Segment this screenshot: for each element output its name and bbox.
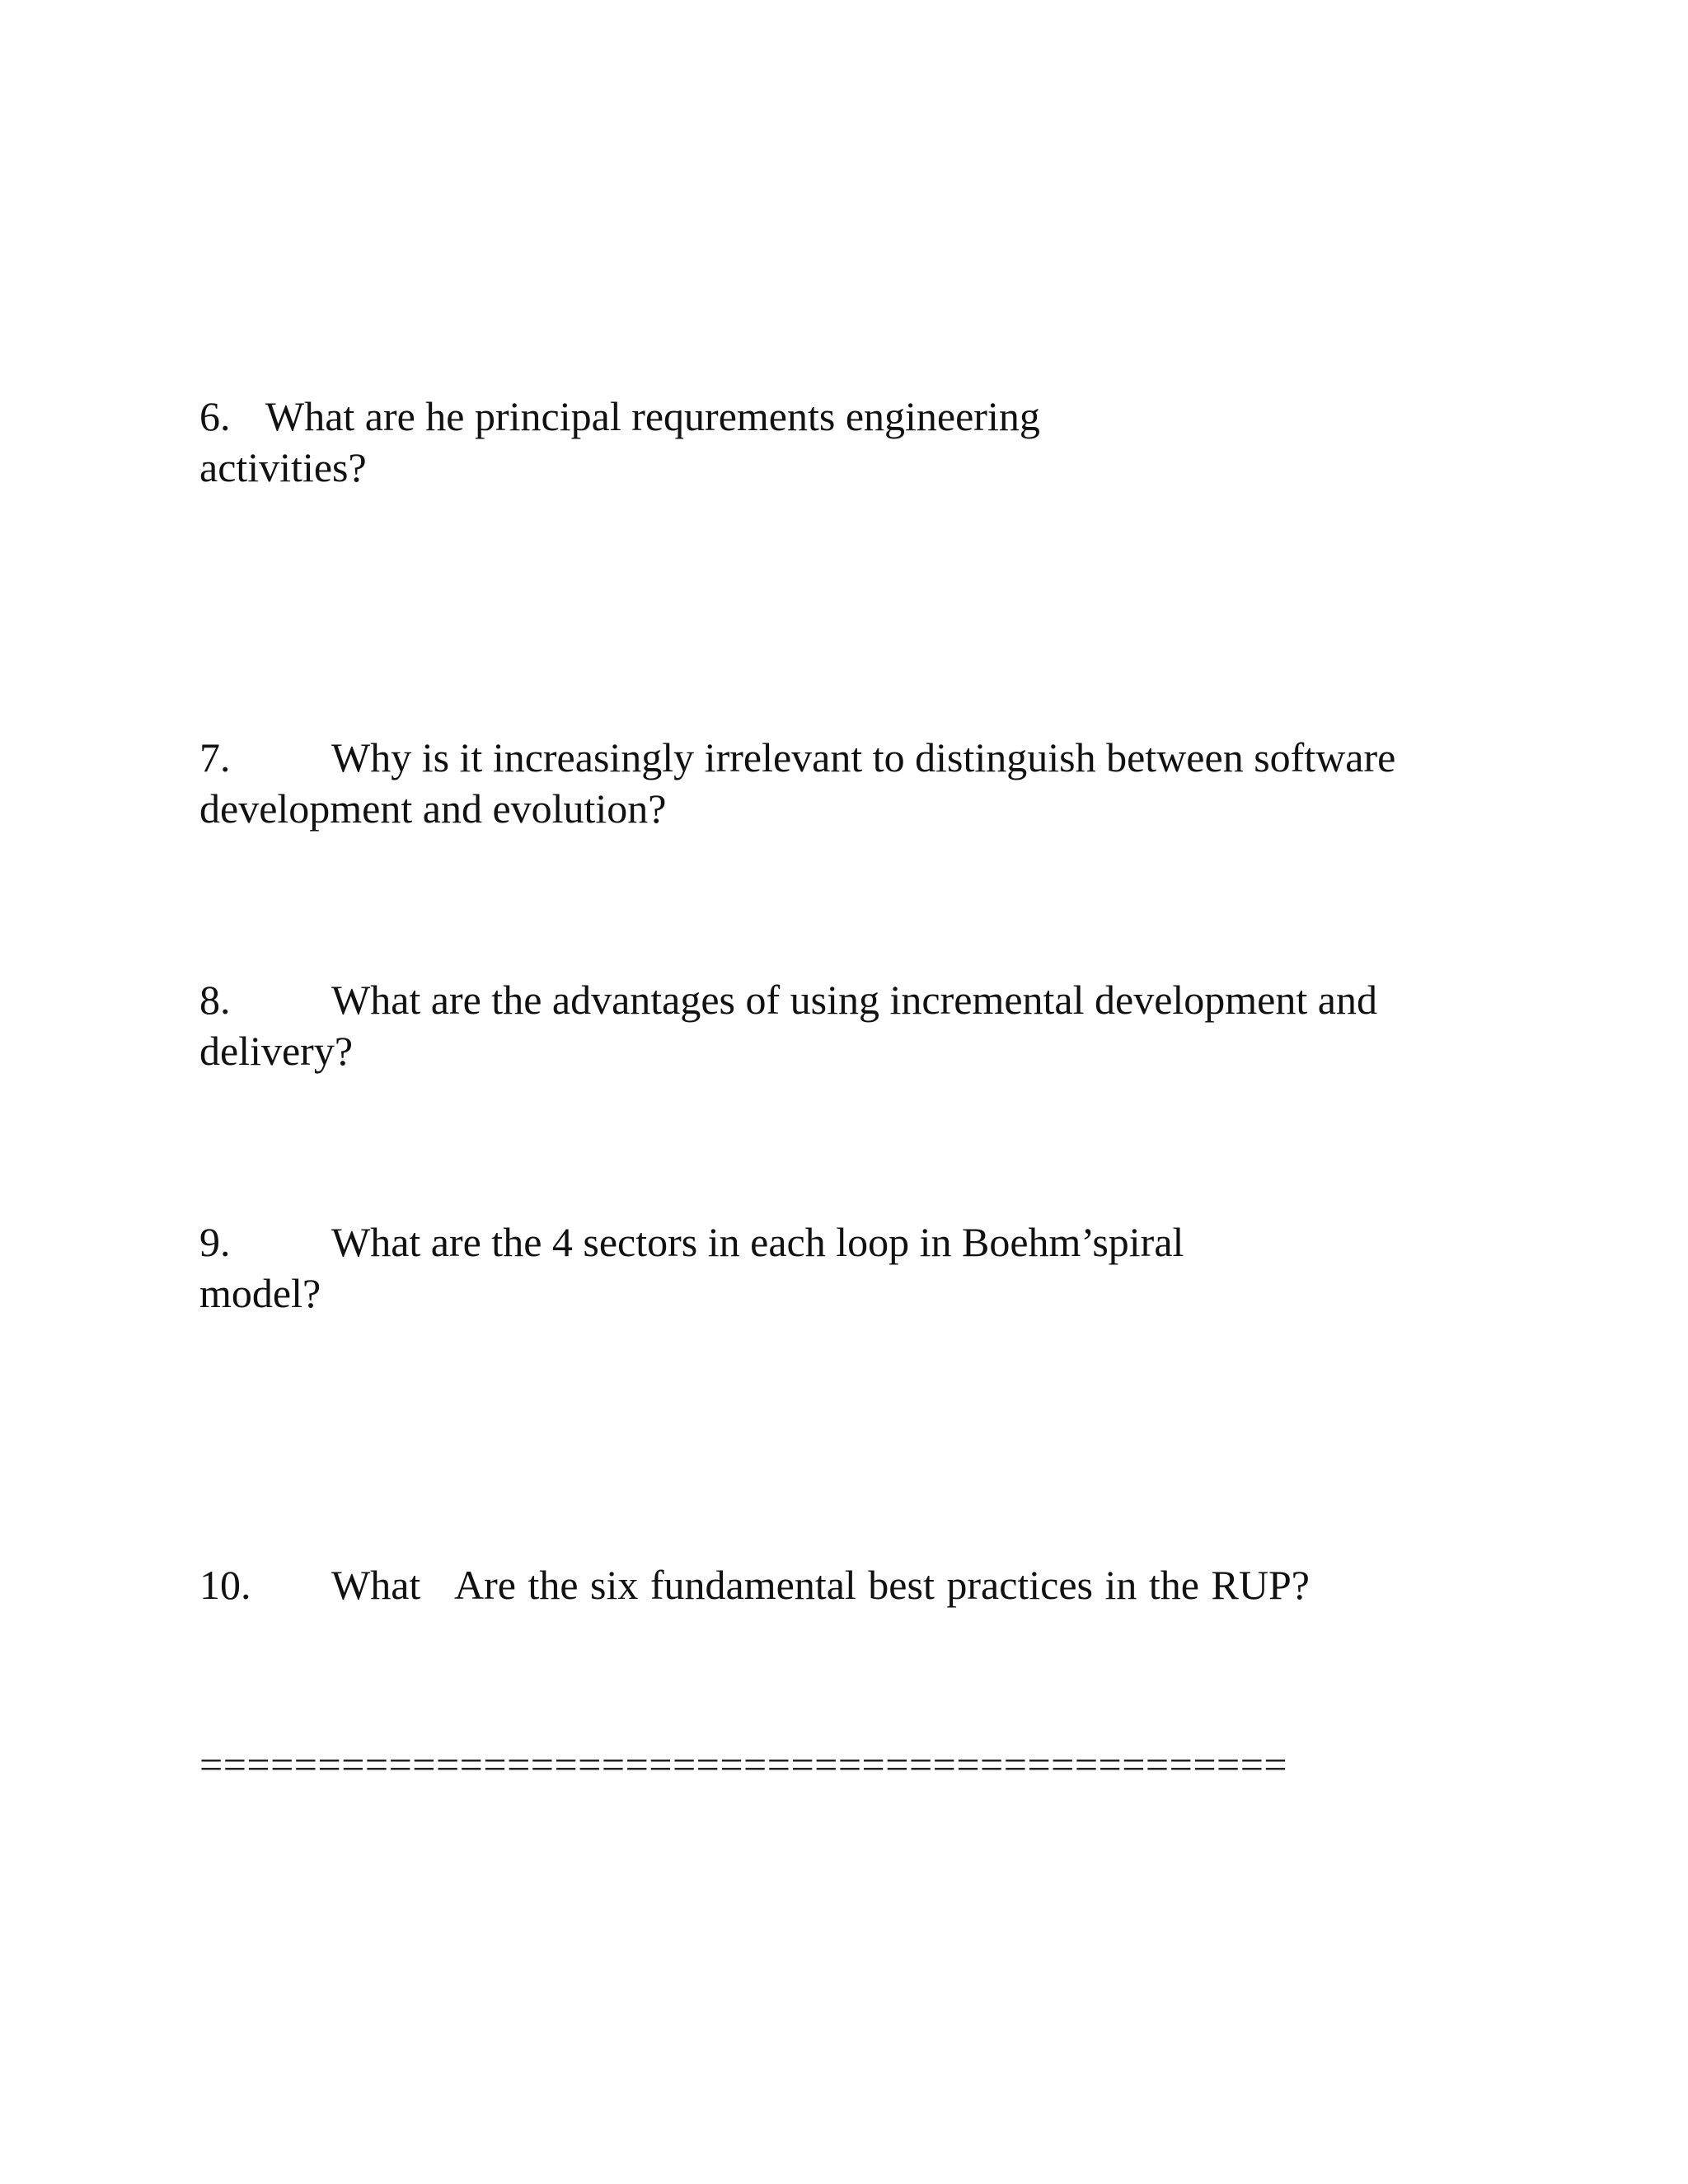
- question-10: [199, 1559, 1310, 1610]
- question-6: [199, 391, 1040, 493]
- separator-line: ==============================================: [199, 1741, 1288, 1788]
- question-number: 10.: [199, 1562, 251, 1608]
- question-6-line-2: activities?: [199, 444, 367, 490]
- question-number: 9.: [199, 1219, 231, 1265]
- question-number: 8.: [199, 977, 231, 1023]
- question-7-line-1: [199, 732, 1395, 783]
- question-9: [199, 1216, 1184, 1319]
- question-9-line-1: [199, 1216, 1184, 1268]
- question-text: What are the 4 sectors in each loop in Boehm’spiral: [331, 1219, 1184, 1265]
- question-7: [199, 732, 1395, 834]
- question-text: Why is it increasingly irrelevant to distinguish between software: [331, 734, 1396, 780]
- question-text: What Are the six fundamental best practices in the RUP?: [331, 1562, 1310, 1608]
- question-9-line-2: model?: [199, 1270, 321, 1316]
- question-8: [199, 974, 1377, 1076]
- question-7-line-2: development and evolution?: [199, 785, 667, 832]
- question-6-line-1: [199, 391, 1040, 442]
- question-number: 7.: [199, 734, 231, 780]
- question-text: What are the advantages of using incremental development and: [331, 977, 1377, 1023]
- question-text: What are he principal requrements engineering: [265, 393, 1040, 439]
- question-10-line-1: [199, 1559, 1310, 1610]
- question-8-line-2: delivery?: [199, 1028, 354, 1074]
- question-number: 6.: [199, 393, 231, 439]
- question-8-line-1: [199, 974, 1377, 1025]
